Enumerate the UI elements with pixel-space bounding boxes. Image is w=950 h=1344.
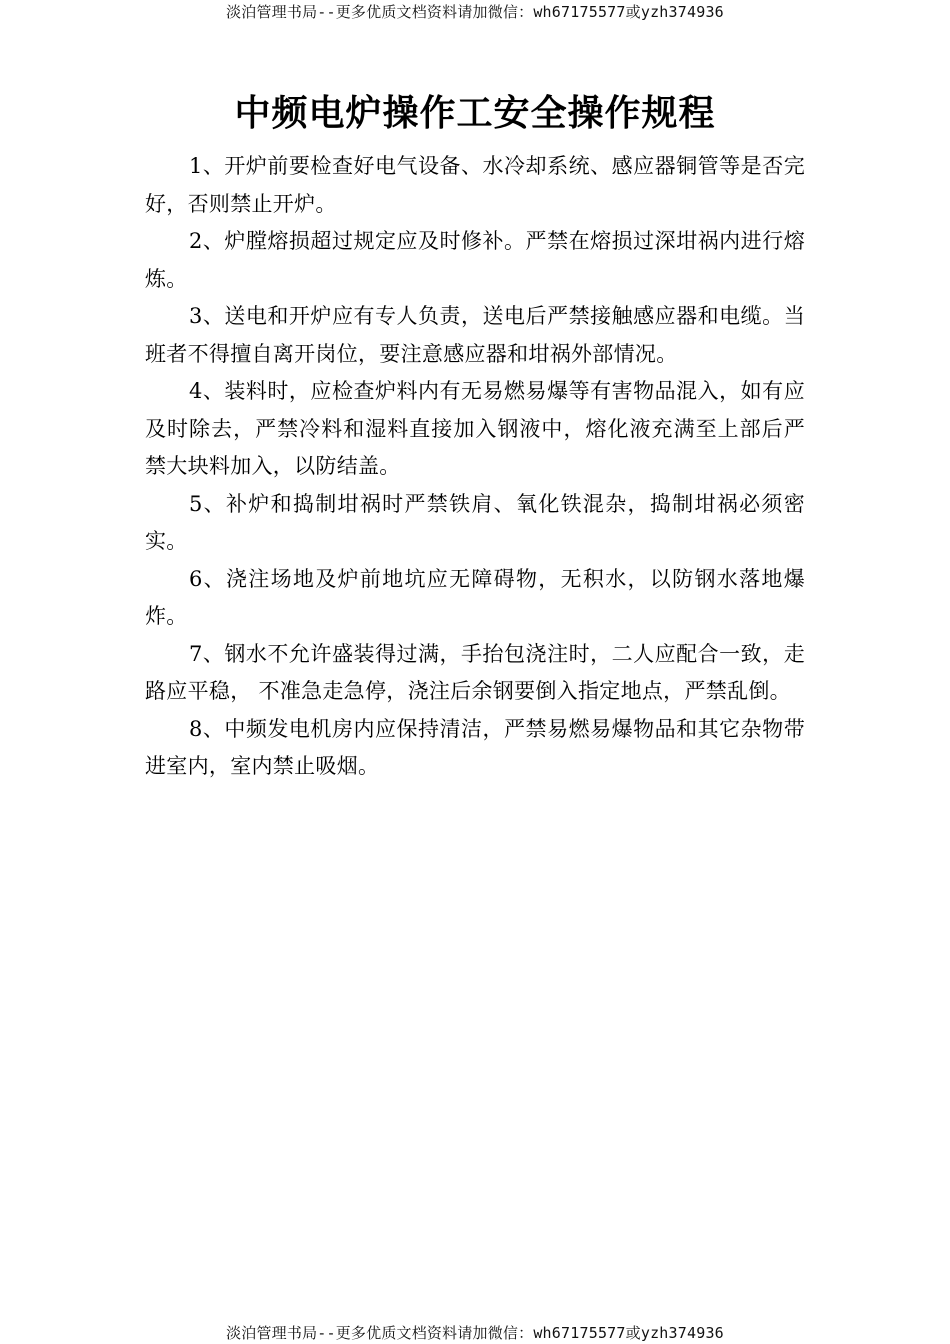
paragraph-2: 2、炉膛熔损超过规定应及时修补。严禁在熔损过深坩祸内进行熔炼。 [145,229,805,291]
paragraph-3: 3、送电和开炉应有专人负责，送电后严禁接触感应器和电缆。当班者不得擅自离开岗位，要注意感应器和坩祸外部情况。 [145,304,805,366]
document-body [145,148,805,786]
paragraph-5: 5、补炉和捣制坩祸时严禁铁肩、氧化铁混杂，捣制坩祸必须密实。 [145,491,805,553]
header-banner: 淡泊管理书局--更多优质文档资料请加微信：wh67175577或yzh374936 [226,3,724,21]
paragraph-6: 6、浇注场地及炉前地坑应无障碍物，无积水，以防钢水落地爆炸。 [145,566,805,628]
paragraph-1: 1、开炉前要检查好电气设备、水冷却系统、感应器铜管等是否完好，否则禁止开炉。 [145,154,805,216]
footer-banner: 淡泊管理书局--更多优质文档资料请加微信：wh67175577或yzh374936 [226,1324,724,1342]
paragraph-4: 4、装料时，应检查炉料内有无易燃易爆等有害物品混入，如有应及时除去，严禁冷料和湿料直接加入钢液中，熔化液充满至上部后严禁大块料加入，以防结盖。 [145,379,805,478]
document-title: 中频电炉操作工安全操作规程 [234,93,716,134]
paragraph-7: 7、钢水不允许盛装得过满，手抬包浇注时，二人应配合一致，走路应平稳， 不准急走急停，浇注后余钢要倒入指定地点，严禁乱倒。 [145,641,805,703]
paragraph-8: 8、中频发电机房内应保持清洁，严禁易燃易爆物品和其它杂物带进室内，室内禁止吸烟。 [145,716,805,778]
